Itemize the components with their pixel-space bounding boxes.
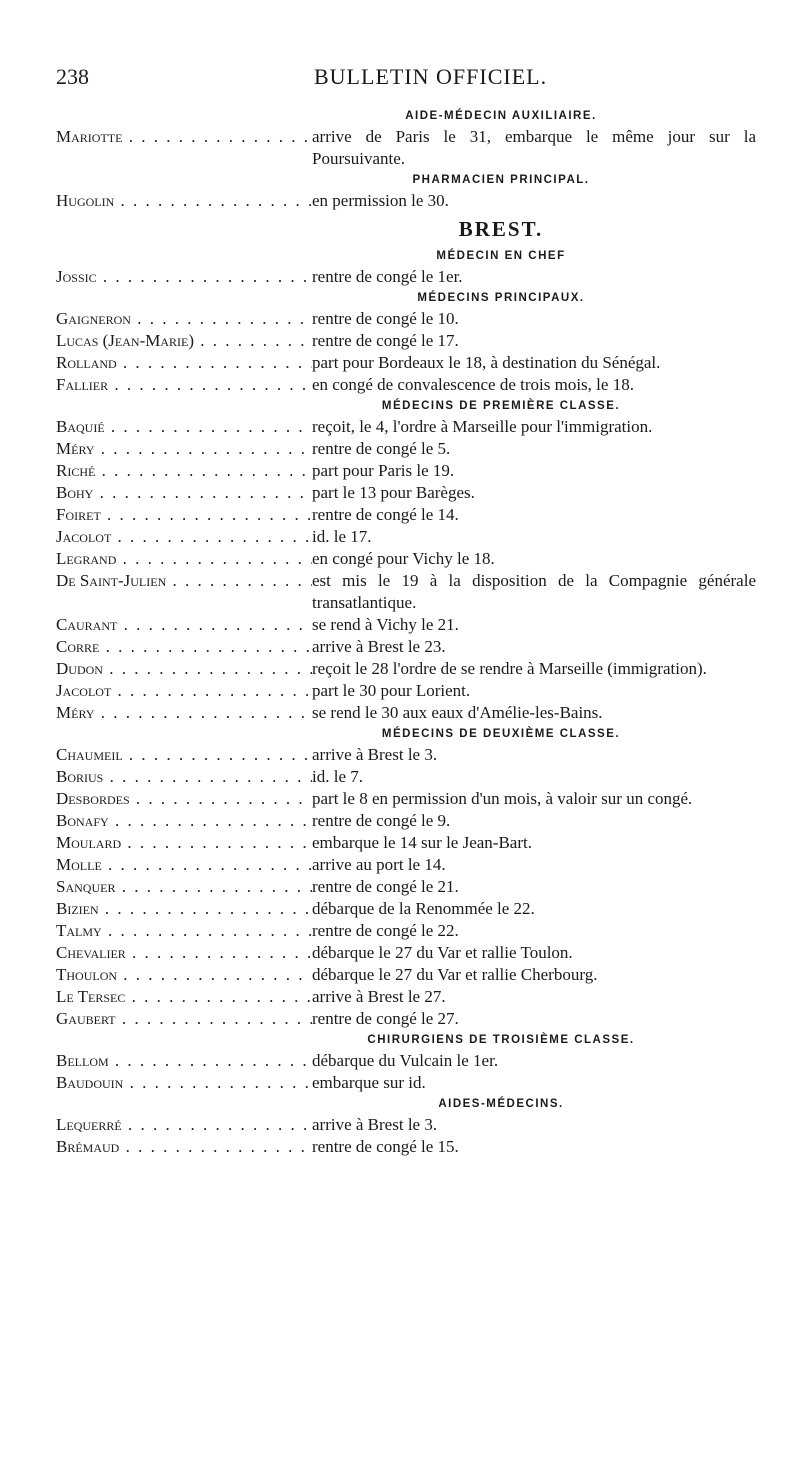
entry-text: part le 30 pour Lorient.: [312, 681, 471, 700]
entry-text: débarque du Vulcain le 1er.: [312, 1051, 499, 1070]
entry-row: [56, 330, 756, 352]
entry-name: Bohy . . .: [56, 482, 312, 504]
entry-text: débarque de la Renommée le 22.: [312, 899, 535, 918]
entry-text: rentre de congé le 9.: [312, 811, 451, 830]
entry-name: Desbordes . . .: [56, 788, 312, 810]
entry-text: arrive à Brest le 3.: [312, 745, 438, 764]
entry-row: [56, 832, 756, 854]
entry-row: [56, 504, 756, 526]
entry-text: arrive à Brest le 3.: [312, 1115, 438, 1134]
entry-name: De Saint-Julien . . .: [56, 570, 312, 614]
entry-row: [56, 1136, 756, 1158]
entry-text: part pour Bordeaux le 18, à destination du Sénégal.: [312, 353, 661, 372]
entry-row: [56, 702, 756, 724]
entry-text: se rend le 30 aux eaux d'Amélie-les-Bains.: [312, 703, 603, 722]
section-heading: MÉDECINS DE DEUXIÈME CLASSE.: [381, 728, 621, 740]
entry-row: [56, 788, 756, 810]
page-number: 238: [56, 64, 89, 89]
entry-row: [56, 1072, 756, 1094]
entry-row: [56, 614, 756, 636]
page-header: [56, 64, 756, 94]
entry-text: embarque sur id.: [312, 1073, 426, 1092]
entry-text: part le 8 en permission d'un mois, à valoir sur un congé.: [312, 789, 693, 808]
entry-name: Borius . . .: [56, 766, 312, 788]
entry-name: Méry . . .: [56, 438, 312, 460]
entry-name: Thoulon . . .: [56, 964, 312, 986]
section-heading: AIDES-MÉDECINS.: [438, 1098, 564, 1110]
entry-text: part le 13 pour Barèges.: [312, 483, 475, 502]
entry-text: rentre de congé le 10.: [312, 309, 459, 328]
entry-name: Legrand . . .: [56, 548, 312, 570]
entry-row: [56, 570, 756, 614]
entry-text: en congé de convalescence de trois mois, le 18.: [312, 375, 634, 394]
entry-row: [56, 766, 756, 788]
entry-text: débarque le 27 du Var et rallie Cherbourg.: [312, 965, 598, 984]
entry-name: Bizien . . .: [56, 898, 312, 920]
entry-text: embarque le 14 sur le Jean-Bart.: [312, 833, 532, 852]
entry-name: Molle . . .: [56, 854, 312, 876]
entry-text: reçoit, le 4, l'ordre à Marseille pour l'immigration.: [312, 417, 653, 436]
entry-name: Le Tersec . . .: [56, 986, 312, 1008]
entry-name: Sanquer . . .: [56, 876, 312, 898]
entry-name: Mariotte . . .: [56, 126, 312, 170]
entry-name: Lucas (Jean-Marie) . . .: [56, 330, 312, 352]
entry-name: Rolland . . .: [56, 352, 312, 374]
entry-row: [56, 942, 756, 964]
entry-text: id. le 7.: [312, 767, 363, 786]
entry-name: Corre . . .: [56, 636, 312, 658]
entry-row: [56, 964, 756, 986]
entry-row: [56, 1114, 756, 1136]
entry-text: rentre de congé le 17.: [312, 331, 459, 350]
section-heading: MÉDECIN EN CHEF: [436, 250, 566, 262]
entry-text: en congé pour Vichy le 18.: [312, 549, 495, 568]
city-heading: BREST.: [458, 217, 544, 241]
section-heading: PHARMACIEN PRINCIPAL.: [412, 174, 590, 186]
entry-text: arrive au port le 14.: [312, 855, 446, 874]
entry-row: [56, 636, 756, 658]
entry-row: [56, 460, 756, 482]
entry-text: arrive à Brest le 27.: [312, 987, 446, 1006]
entry-text: rentre de congé le 15.: [312, 1137, 459, 1156]
entry-row: [56, 898, 756, 920]
entry-text: id. le 17.: [312, 527, 372, 546]
entry-row: [56, 920, 756, 942]
entry-name: Jacolot . . .: [56, 680, 312, 702]
entry-row: [56, 680, 756, 702]
entry-name: Méry . . .: [56, 702, 312, 724]
entry-name: Bonafy . . .: [56, 810, 312, 832]
entry-text: rentre de congé le 27.: [312, 1009, 459, 1028]
entry-name: Brémaud . . .: [56, 1136, 312, 1158]
entry-name: Caurant . . .: [56, 614, 312, 636]
entry-name: Jacolot . . .: [56, 526, 312, 548]
entry-name: Dudon . . .: [56, 658, 312, 680]
entry-text: rentre de congé le 1er.: [312, 267, 463, 286]
entry-row: [56, 482, 756, 504]
entry-text: est mis le 19 à la disposition de la Compagnie générale transatlantique.: [312, 571, 756, 612]
entry-row: [56, 190, 756, 212]
running-title: BULLETIN OFFICIEL.: [314, 64, 548, 89]
entry-name: Gaigneron . . .: [56, 308, 312, 330]
entry-name: Bellom . . .: [56, 1050, 312, 1072]
entry-row: [56, 854, 756, 876]
entry-row: [56, 374, 756, 396]
entry-name: Jossic . . .: [56, 266, 312, 288]
entry-name: Gaubert . . .: [56, 1008, 312, 1030]
section-heading: MÉDECINS PRINCIPAUX.: [417, 292, 585, 304]
entry-name: Baudouin . . .: [56, 1072, 312, 1094]
entry-name: Lequerré . . .: [56, 1114, 312, 1136]
entry-row: [56, 744, 756, 766]
entry-row: [56, 352, 756, 374]
section-heading: AIDE-MÉDECIN AUXILIAIRE.: [405, 110, 597, 122]
entry-text: en permission le 30.: [312, 191, 449, 210]
entry-text: rentre de congé le 21.: [312, 877, 459, 896]
entry-row: [56, 526, 756, 548]
entry-row: [56, 126, 756, 170]
entry-row: [56, 1050, 756, 1072]
entry-name: Chaumeil . . .: [56, 744, 312, 766]
section-heading: MÉDECINS DE PREMIÈRE CLASSE.: [381, 400, 621, 412]
entry-text: arrive de Paris le 31, embarque le même jour sur la Poursuivante.: [312, 127, 756, 168]
entry-text: reçoit le 28 l'ordre de se rendre à Marseille (immigration).: [312, 659, 707, 678]
main-content: [56, 106, 756, 1158]
entry-row: [56, 416, 756, 438]
entry-name: Talmy . . .: [56, 920, 312, 942]
entry-row: [56, 308, 756, 330]
entry-text: débarque le 27 du Var et rallie Toulon.: [312, 943, 573, 962]
entry-row: [56, 266, 756, 288]
entry-text: rentre de congé le 5.: [312, 439, 451, 458]
entry-row: [56, 658, 756, 680]
entry-row: [56, 986, 756, 1008]
entry-name: Fallier . . .: [56, 374, 312, 396]
entry-row: [56, 438, 756, 460]
entry-name: Baquié . . .: [56, 416, 312, 438]
entry-text: rentre de congé le 14.: [312, 505, 459, 524]
section-heading: CHIRURGIENS DE TROISIÈME CLASSE.: [367, 1034, 635, 1046]
entry-text: part pour Paris le 19.: [312, 461, 455, 480]
entry-row: [56, 810, 756, 832]
entry-row: [56, 548, 756, 570]
entry-row: [56, 1008, 756, 1030]
entry-row: [56, 876, 756, 898]
entry-text: arrive à Brest le 23.: [312, 637, 446, 656]
entry-name: Foiret . . .: [56, 504, 312, 526]
entry-name: Moulard . . .: [56, 832, 312, 854]
entry-name: Chevalier . . .: [56, 942, 312, 964]
entry-text: rentre de congé le 22.: [312, 921, 459, 940]
entry-name: Riché . . .: [56, 460, 312, 482]
entry-text: se rend à Vichy le 21.: [312, 615, 459, 634]
entry-name: Hugolin . . .: [56, 190, 312, 212]
